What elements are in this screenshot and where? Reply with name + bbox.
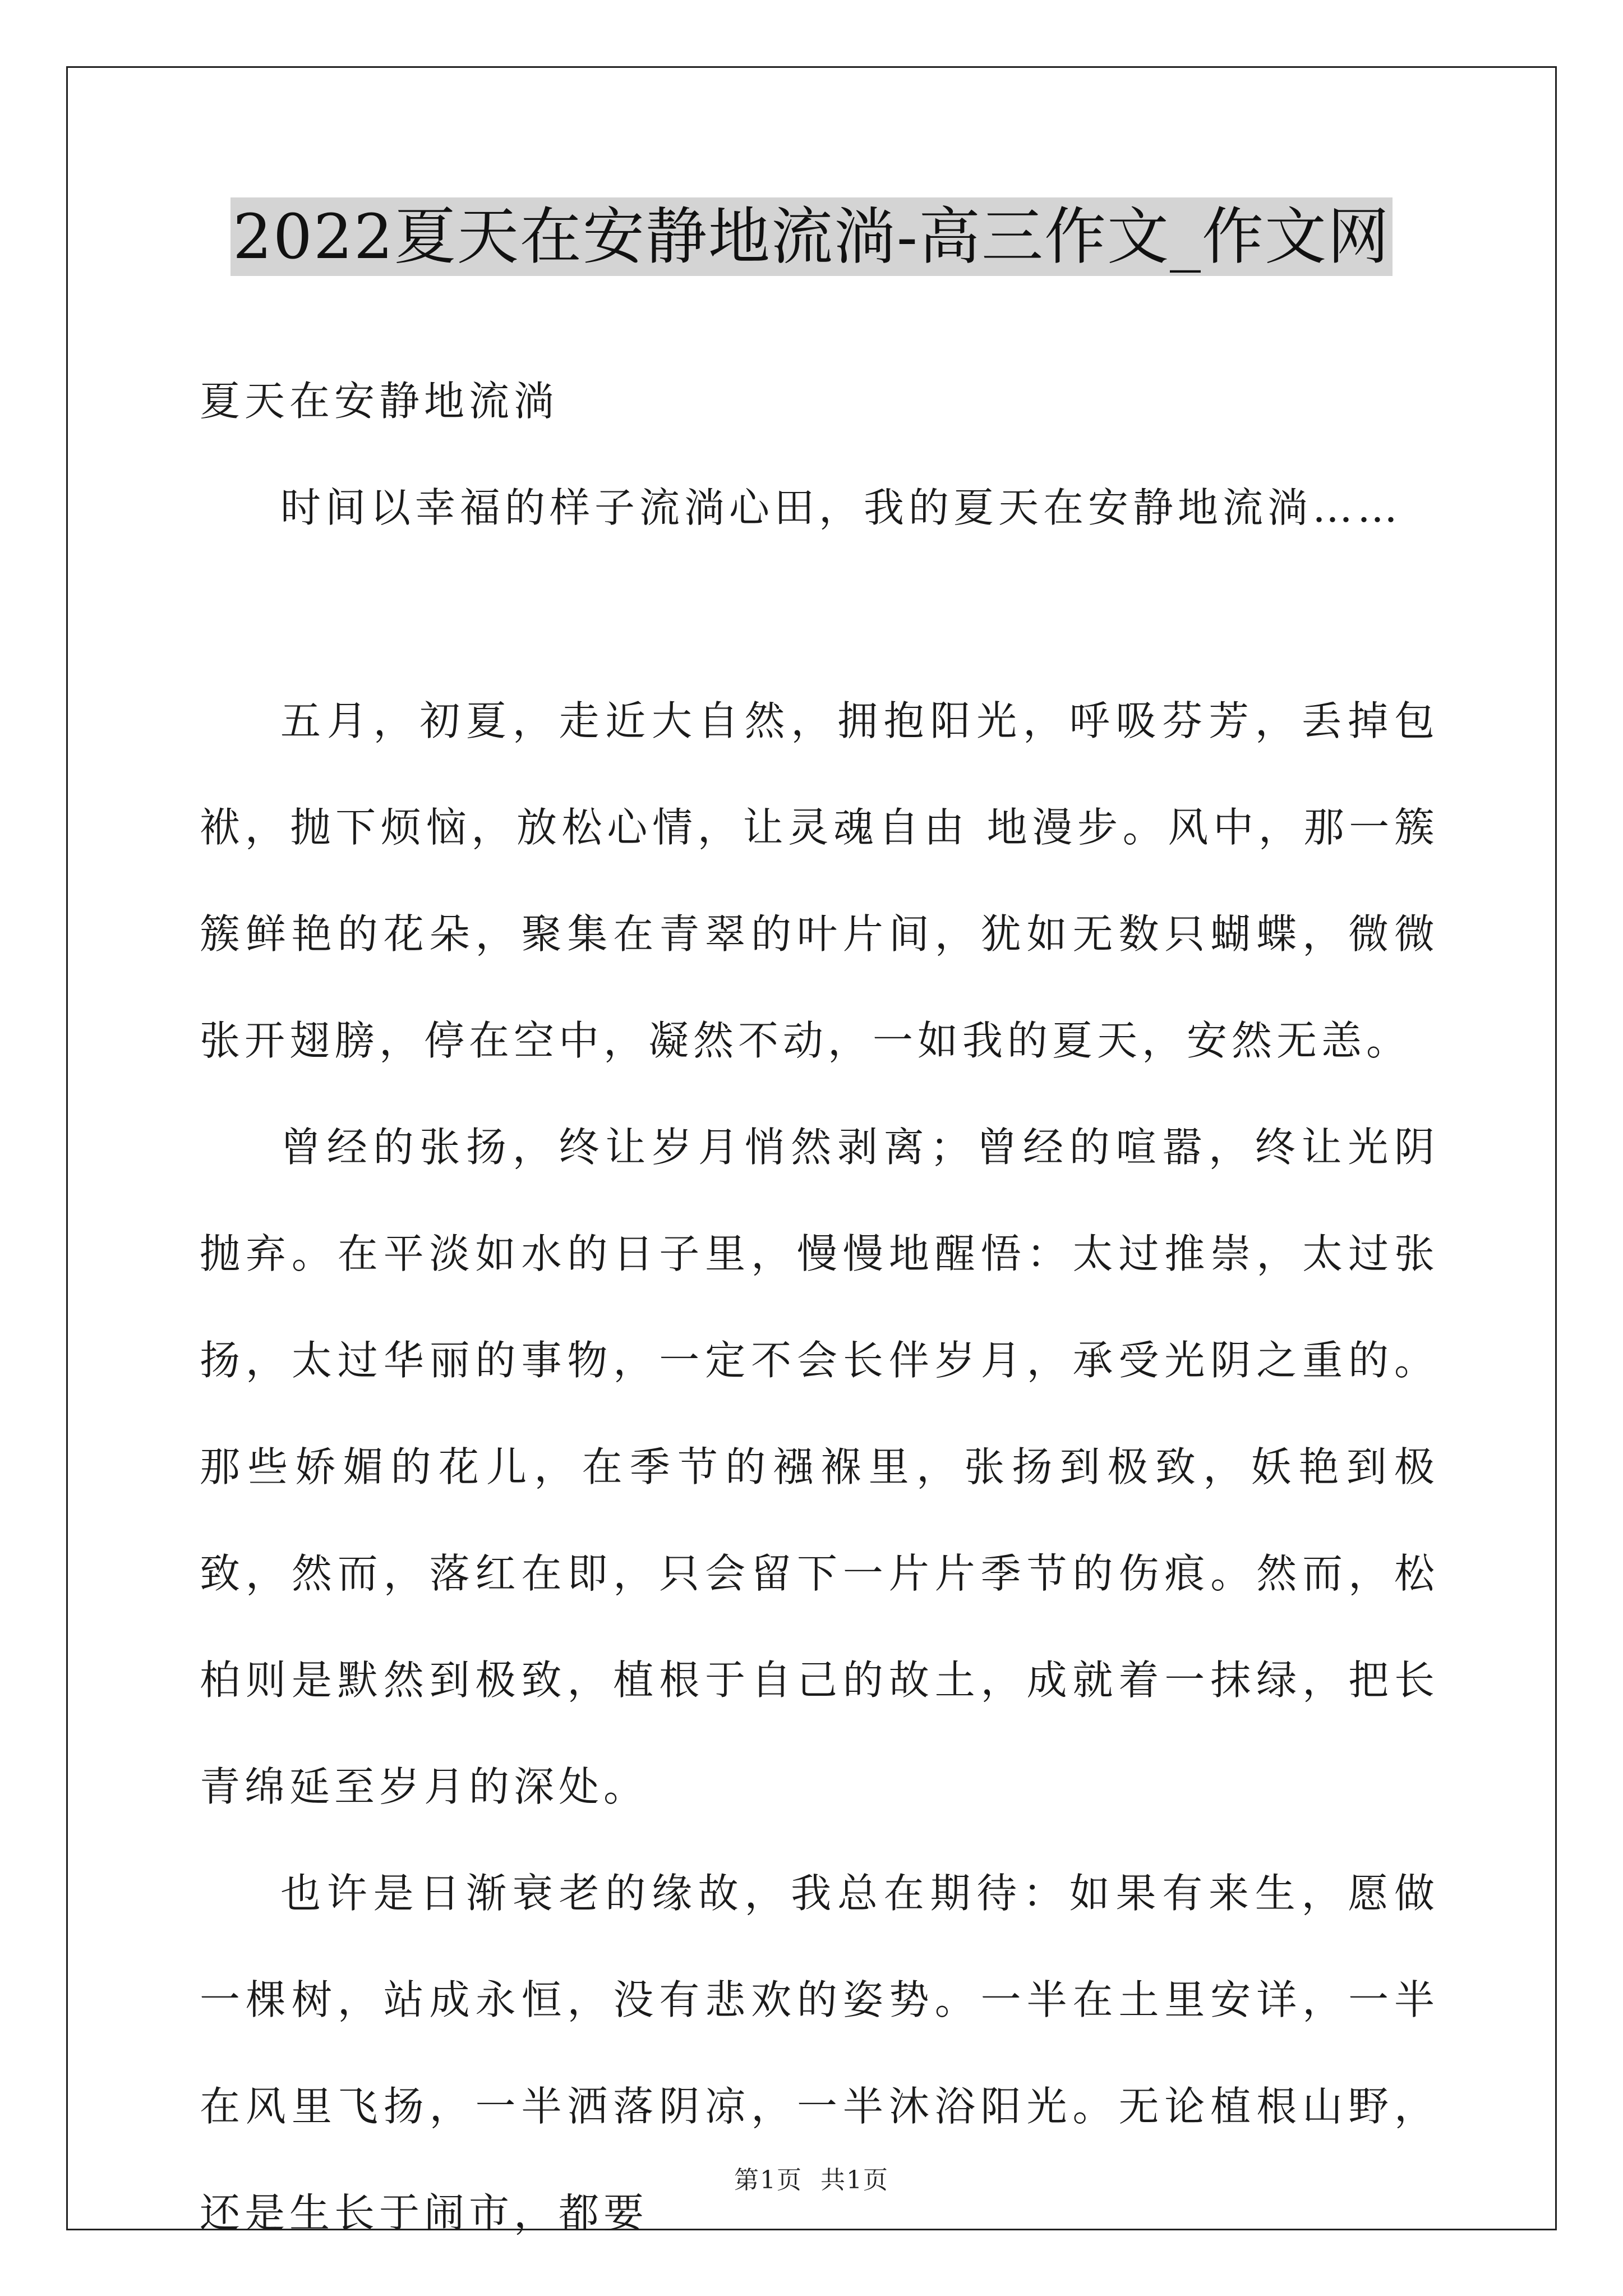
title-container xyxy=(0,197,1623,276)
page-footer xyxy=(0,2160,1623,2196)
paragraph-2: 五月，初夏，走近大自然，拥抱阳光，呼吸芬芳，丢掉包袱，抛下烦恼，放松心情，让灵魂自由 地漫步。风中，那一簇簇鲜艳的花朵，聚集在青翠的叶片间，犹如无数只蝴蝶，微微张开翅膀，停在空中，凝然不动，一如我的夏天，安然无恙。 xyxy=(200,697,1439,1064)
essay-subtitle: 夏天在安静地流淌 xyxy=(200,378,559,425)
paragraph-1: 时间以幸福的样子流淌心田，我的夏天在安静地流淌…… xyxy=(280,484,1403,531)
page-number: 第1页 xyxy=(734,2166,803,2194)
paragraph-3: 曾经的张扬，终让岁月悄然剥离；曾经的喧嚣，终让光阴抛弃。在平淡如水的日子里，慢慢地醒悟：太过推崇，太过张扬，太过华丽的事物，一定不会长伴岁月，承受光阴之重的。那些娇媚的花儿，在季节的襁褓里，张扬到极致，妖艳到极致，然而，落红在即，只会留下一片片季节的伤痕。然而，松柏则是默然到极致，植根于自己的故土，成就着一抹绿，把长青绵延至岁月的深处。 xyxy=(200,1124,1439,1810)
document-title: 2022夏天在安静地流淌-高三作文_作文网 xyxy=(230,197,1393,276)
paragraph-4: 也许是日渐衰老的缘故，我总在期待：如果有来生，愿做一棵树，站成永恒，没有悲欢的姿势。一半在土里安详，一半在风里飞扬，一半洒落阴凉，一半沐浴阳光。无论植根山野，还是生长于闹市，都要 xyxy=(200,1870,1439,2237)
document-body xyxy=(200,348,1439,2266)
page-total: 共1页 xyxy=(820,2166,889,2194)
